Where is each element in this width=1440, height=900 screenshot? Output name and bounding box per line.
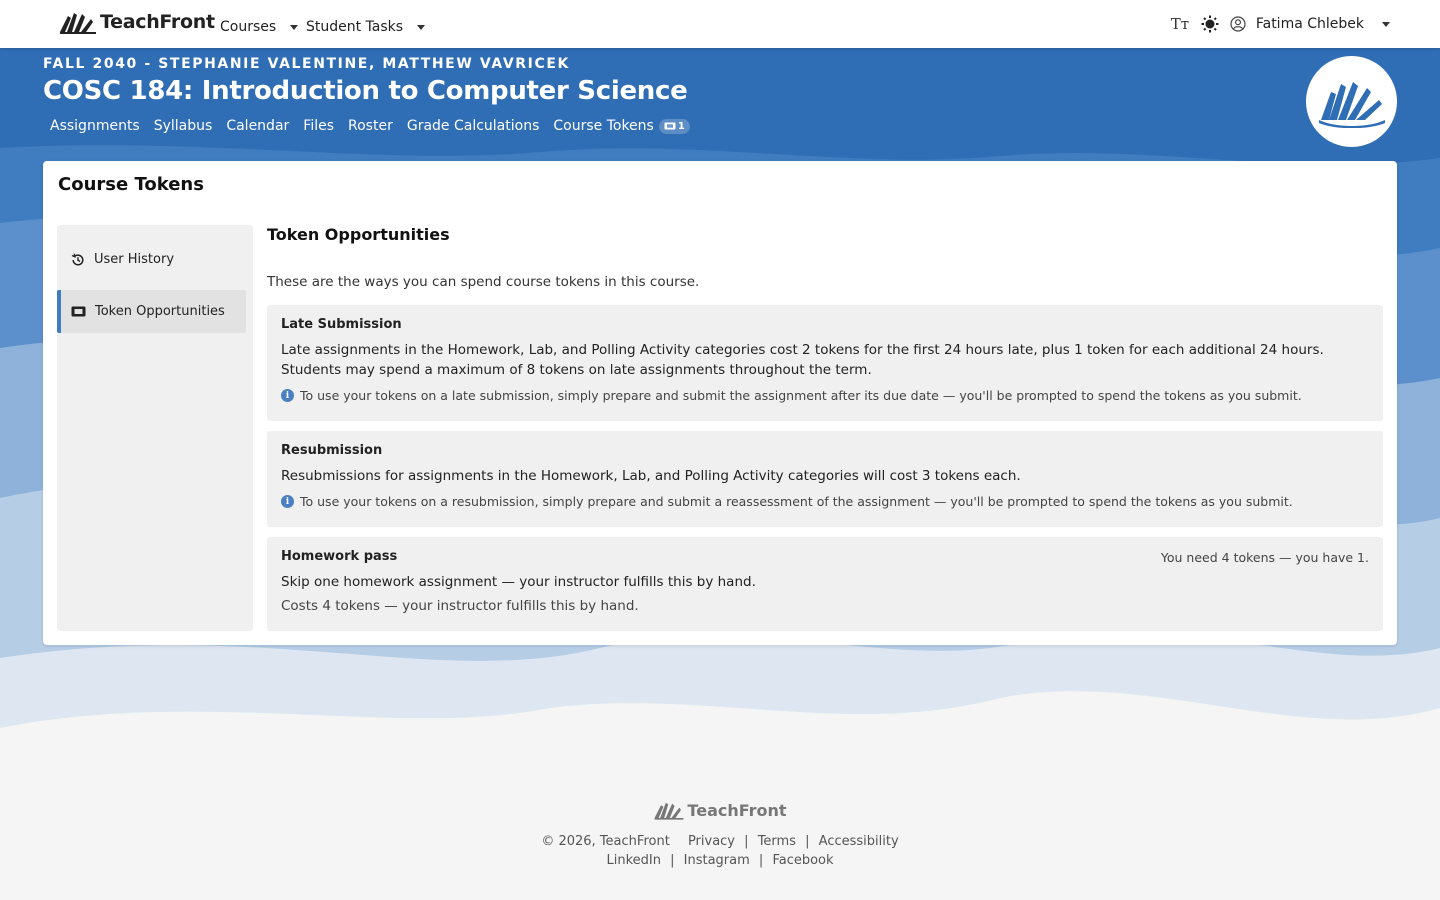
footer-brand[interactable] [653,800,786,820]
teachfront-logo-icon [653,800,685,820]
opportunity-description: Resubmissions for assignments in the Homework, Lab, and Polling Activity categories will cost 3 tokens each. [281,468,1021,484]
tab-files[interactable]: Files [303,118,335,134]
text-size-icon: Tт [1170,15,1189,33]
opportunity-title: Homework pass [281,549,398,564]
opportunity-note [281,494,1369,509]
course-logo [1306,56,1397,147]
course-tabs [50,118,690,134]
section-intro: These are the ways you can spend course tokens in this course. [267,274,700,290]
ticket-icon [664,122,676,130]
footer-links-row-1 [0,834,1440,849]
brand-name: TeachFront [100,11,215,33]
tab-syllabus[interactable]: Syllabus [153,118,213,134]
footer-separator: | [670,853,675,868]
copyright: © 2026, TeachFront [541,834,670,849]
footer-link-linkedin[interactable]: LinkedIn [606,853,661,868]
opportunity-resubmission [267,431,1383,527]
opportunity-description: Skip one homework assignment — your instructor fulfills this by hand. [281,574,756,590]
footer [0,800,1440,868]
opportunity-late-submission [267,305,1383,421]
courses-dropdown[interactable] [220,19,298,35]
sidebar-item-label: User History [94,252,175,267]
student-tasks-label: Student Tasks [306,19,404,35]
sidebar-item-label: Token Opportunities [95,304,225,319]
info-icon: i [281,389,294,402]
user-name: Fatima Chlebek [1255,16,1364,32]
page-title: Course Tokens [58,174,204,195]
sidebar-item-token-opportunities[interactable] [57,290,246,333]
user-menu[interactable] [1230,16,1390,32]
token-count-badge [659,119,690,134]
tab-roster[interactable]: Roster [348,118,393,134]
course-header [43,56,690,134]
history-icon [71,253,85,267]
teachfront-logo-icon [1315,76,1389,128]
footer-link-privacy[interactable]: Privacy [687,834,736,849]
sun-icon [1201,15,1219,33]
footer-brand-name: TeachFront [687,800,787,820]
footer-link-terms[interactable]: Terms [757,834,796,849]
chevron-down-icon [290,25,298,30]
footer-link-instagram[interactable]: Instagram [683,853,750,868]
footer-link-facebook[interactable]: Facebook [772,853,834,868]
brand-logo[interactable] [58,10,215,34]
footer-separator: | [758,853,764,868]
section-heading: Token Opportunities [267,225,450,244]
opportunity-cost: Costs 4 tokens — your instructor fulfills this by hand. [281,598,639,614]
sidebar-item-user-history[interactable] [57,238,246,281]
course-title: COSC 184: Introduction to Computer Science [43,76,688,106]
courses-label: Courses [220,19,277,35]
tab-course-tokens-label: Course Tokens [553,118,654,134]
top-navbar [0,0,1440,48]
tab-course-tokens[interactable] [553,118,689,134]
footer-link-accessibility[interactable]: Accessibility [818,834,899,849]
student-tasks-dropdown[interactable] [306,19,425,35]
opportunity-note-text: To use your tokens on a late submission, simply prepare and submit the assignment after its due date — you'll be prompted to spend the tokens as you submit. [300,388,1302,403]
ticket-icon [71,306,86,317]
footer-links-row-2 [0,853,1440,868]
theme-toggle-button[interactable] [1200,14,1220,34]
footer-separator: | [805,834,810,849]
text-size-button[interactable] [1170,14,1190,34]
course-term: FALL 2040 - STEPHANIE VALENTINE, MATTHEW VAVRICEK [43,56,570,72]
teachfront-logo-icon [58,10,98,34]
opportunity-title: Resubmission [281,443,383,458]
tab-grade-calculations[interactable]: Grade Calculations [406,118,540,134]
opportunity-homework-pass [267,537,1383,631]
user-avatar-icon [1230,16,1246,32]
info-icon: i [281,495,294,508]
opportunity-title: Late Submission [281,317,402,332]
token-count: 1 [677,120,685,132]
chevron-down-icon [417,25,425,30]
tab-assignments[interactable]: Assignments [50,118,140,134]
chevron-down-icon [1382,22,1390,27]
tab-calendar[interactable]: Calendar [226,118,290,134]
opportunity-description: Late assignments in the Homework, Lab, and Polling Activity categories cost 2 tokens for the first 24 hours late, plus 1 token for each additional 24 hours. Students may spend a maximum of 8 tokens on late assignments throughout the term. [281,342,1324,378]
token-sidebar [57,225,253,631]
course-tokens-card [43,161,1397,645]
opportunity-note-text: To use your tokens on a resubmission, simply prepare and submit a reassessment of the assignment — you'll be prompted to spend the tokens as you submit. [300,494,1293,509]
token-requirement-status: You need 4 tokens — you have 1. [1160,550,1369,565]
opportunity-note [281,388,1369,403]
footer-separator: | [744,834,749,849]
token-opportunities-panel [267,225,1383,614]
